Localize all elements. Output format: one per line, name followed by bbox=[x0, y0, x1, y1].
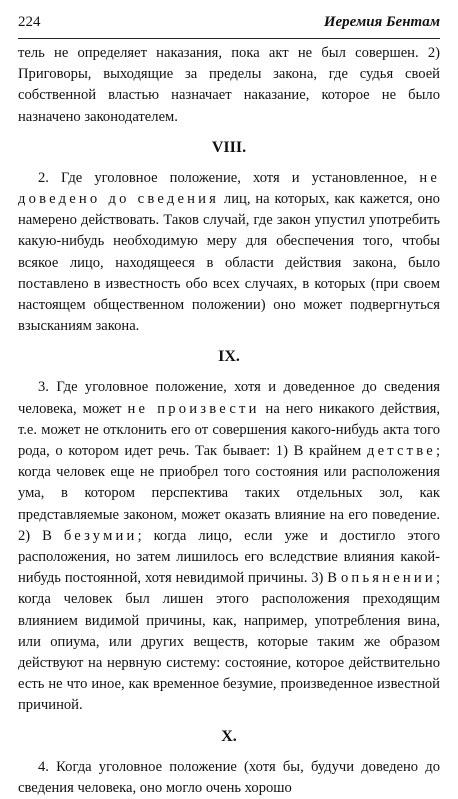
paragraph-section-x: 4. Когда уголовное положение (хотя бы, будучи доведено до сведения человека, оно могло очень хорошо bbox=[18, 758, 440, 796]
header-rule bbox=[18, 38, 440, 39]
paragraph-text: на него никакого действия, т.е. может не отклонить его от совершения какого-нибудь акта того рода, о котором идет речь. Так бывает: 1) В крайнем bbox=[18, 400, 441, 460]
paragraph-text: ; когда лицо, если уже и достигло этого расположения, но затем лишилось его вследствие влияния какой-нибудь постоянной, хотя невидимой причины. 3) В bbox=[18, 527, 441, 587]
paragraph-text: 3. Где уголовное положение, хотя и доведенное до сведения человека, может bbox=[18, 379, 440, 417]
emphasized-text: детстве bbox=[366, 443, 436, 460]
running-header bbox=[18, 10, 440, 34]
paragraph-section-ix bbox=[18, 377, 440, 716]
emphasized-text: безумии bbox=[63, 527, 138, 544]
emphasized-text: опьянении bbox=[340, 570, 436, 587]
paragraph-text: 2. Где уголовное положение, хотя и установленное, bbox=[38, 169, 408, 186]
paragraph-section-viii bbox=[18, 168, 440, 338]
section-heading-ix: IX. bbox=[218, 348, 240, 366]
section-heading-viii: VIII. bbox=[211, 138, 247, 156]
continuation-paragraph: тель не определяет наказания, пока акт не был совершен. 2) Приговоры, выходящие за пределы закона, где судья своей собственной властью назначает наказание, которое не было назначено законодателем. bbox=[18, 45, 440, 125]
book-page bbox=[18, 10, 440, 799]
emphasized-text: не произвести bbox=[127, 400, 260, 417]
paragraph-text: лиц, на которых, как кажется, оно намерено действовать. Таков случай, где закон упустил употребить какую-нибудь необходимую меру для обеспечения того, чтобы всякое лицо, находящееся в области действия закона, было поставлено в известность обо всех случаях, в которых (при своем настоящем общественном положении) оно может подвергнуться взысканиям закона. bbox=[18, 191, 440, 335]
page-number: 224 bbox=[18, 14, 41, 30]
paragraph-text: ; когда человек еще не приобрел того состояния или расположения ума, в котором перспектива таких отдельных зол, как представляемые законом, может оказать влияние на его поведение. 2) В bbox=[18, 443, 440, 544]
section-heading-x: X. bbox=[221, 727, 237, 745]
emphasized-text: не доведено до сведения bbox=[18, 169, 440, 208]
running-head-author: Иеремия Бентам bbox=[323, 14, 440, 30]
paragraph-text: ; когда человек был лишен этого расположения преходящим влиянием видимой причины, как, например, употребления вина, или опиума, или других веществ, которые таким же образом действуют на нервную систему: состояние, которое действительно есть не что иное, как временное безумие, произведенное известной причиной. bbox=[18, 570, 440, 714]
